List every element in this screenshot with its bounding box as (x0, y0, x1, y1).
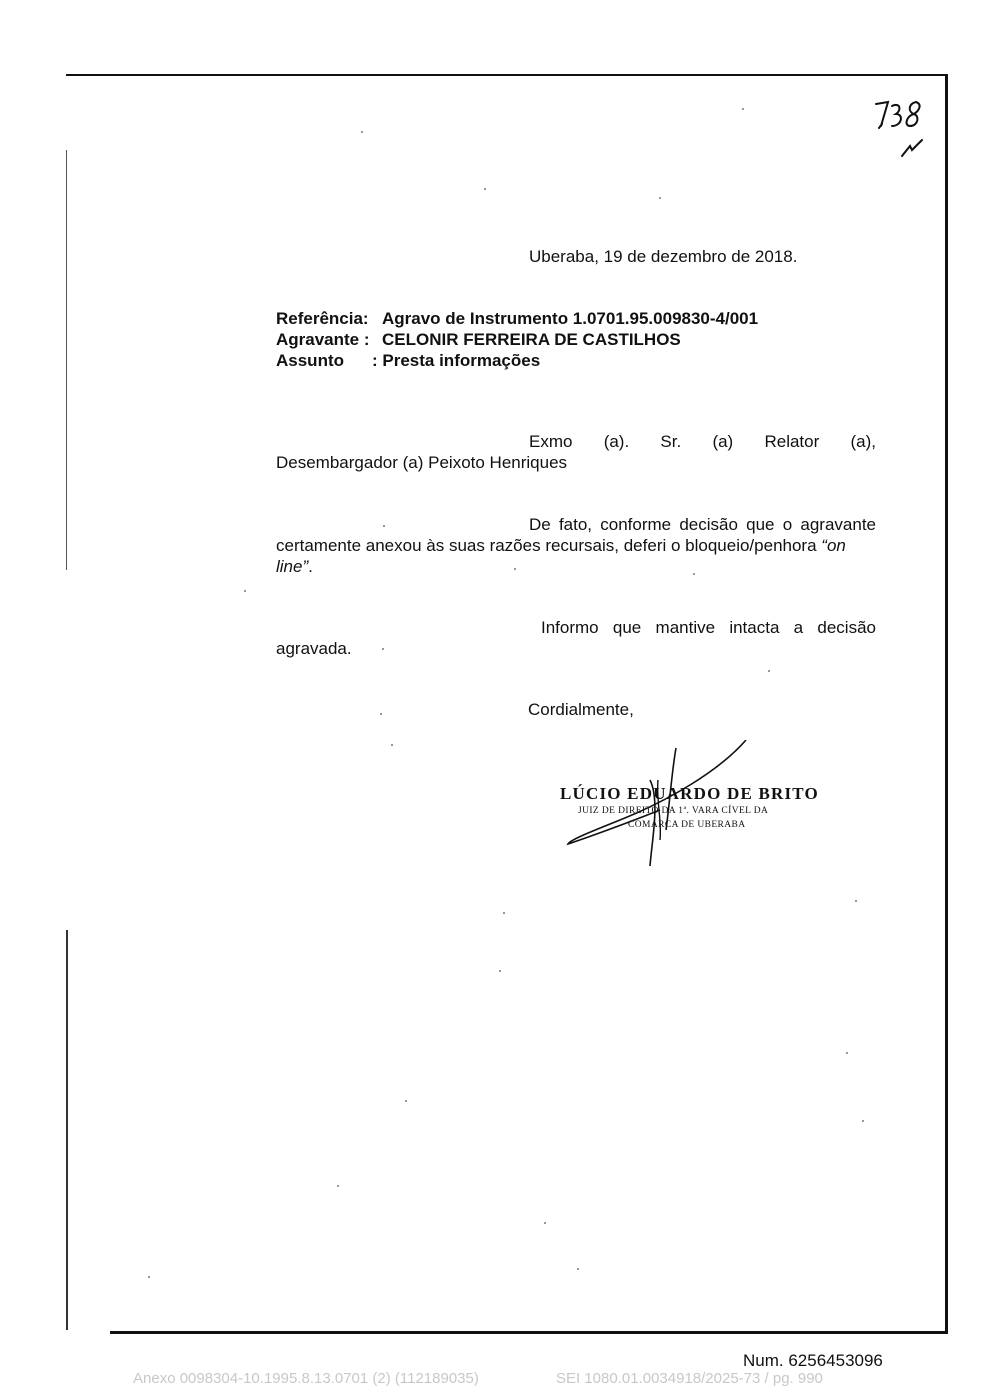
footer-sei: SEI 1080.01.0034918/2025-73 / pg. 990 (556, 1370, 823, 1387)
page-border-bottom (110, 1331, 948, 1334)
appellant-value: CELONIR FERREIRA DE CASTILHOS (382, 330, 681, 349)
paragraph1-line2-text: certamente anexou às suas razões recursais, deferi o bloqueio/penhora (276, 536, 822, 555)
page-border-left-lower (66, 930, 68, 1330)
salutation-line2: Desembargador (a) Peixoto Henriques (276, 453, 568, 472)
document-number: Num. 6256453096 (743, 1351, 883, 1370)
scan-speckle (514, 568, 516, 570)
closing: Cordialmente, (528, 700, 634, 719)
appellant-label: Agravante : (276, 330, 370, 349)
handwritten-signature (560, 740, 760, 870)
scan-speckle (855, 900, 857, 902)
paragraph2-line2: agravada. (276, 639, 352, 658)
handwritten-page-number (872, 96, 942, 166)
scan-speckle (148, 1276, 150, 1278)
reference-value: Agravo de Instrumento 1.0701.95.009830-4/001 (382, 309, 759, 328)
scan-speckle (380, 713, 382, 715)
signatory-role-line1: JUIZ DE DIREITO DA 1ª. VARA CÍVEL DA (578, 806, 769, 816)
scan-speckle (391, 744, 393, 746)
scan-speckle (742, 108, 744, 110)
signatory-name: LÚCIO EDUARDO DE BRITO (560, 784, 819, 803)
paragraph-decision (276, 617, 876, 659)
subject-row (276, 350, 758, 371)
paragraph1-end: . (308, 557, 313, 576)
paragraph2-line1: Informo que mantive intacta a decisão (541, 618, 876, 637)
signatory-role-line2: COMARCA DE UBERABA (628, 820, 746, 830)
page-border-right (945, 74, 948, 1334)
paragraph1-line3 (276, 556, 876, 577)
salutation (276, 431, 876, 473)
scan-speckle (382, 648, 384, 650)
paragraph-blocking (276, 514, 876, 577)
scan-speckle (405, 1100, 407, 1102)
date-line: Uberaba, 19 de dezembro de 2018. (529, 247, 798, 266)
salutation-line1: Exmo (a). Sr. (a) Relator (a), (529, 432, 876, 451)
scan-speckle (846, 1052, 848, 1054)
scan-speckle (544, 1222, 546, 1224)
scan-speckle (659, 197, 661, 199)
appellant-row (276, 329, 758, 350)
scan-speckle (244, 590, 246, 592)
page-border-left (66, 150, 67, 570)
paragraph1-emphasis-line: line” (276, 557, 309, 576)
scan-speckle (768, 670, 770, 672)
paragraph1-line1: De fato, conforme decisão que o agravante (529, 515, 876, 534)
reference-row (276, 308, 758, 329)
page-border-top (66, 74, 946, 76)
scan-speckle (484, 188, 486, 190)
reference-label: Referência: (276, 309, 369, 328)
scan-speckle (383, 525, 385, 527)
paragraph1-emphasis-on: “on (821, 536, 846, 555)
scan-speckle (503, 912, 505, 914)
scan-speckle (499, 970, 501, 972)
subject-label: Assunto (276, 351, 344, 370)
subject-value: : Presta informações (372, 351, 541, 370)
scan-speckle (361, 131, 363, 133)
scan-speckle (862, 1120, 864, 1122)
scan-speckle (577, 1268, 579, 1270)
scan-speckle (337, 1185, 339, 1187)
scan-speckle (693, 573, 695, 575)
reference-block (276, 308, 758, 371)
paragraph1-line2 (276, 535, 876, 556)
footer-annex: Anexo 0098304-10.1995.8.13.0701 (2) (112189035) (133, 1370, 479, 1387)
